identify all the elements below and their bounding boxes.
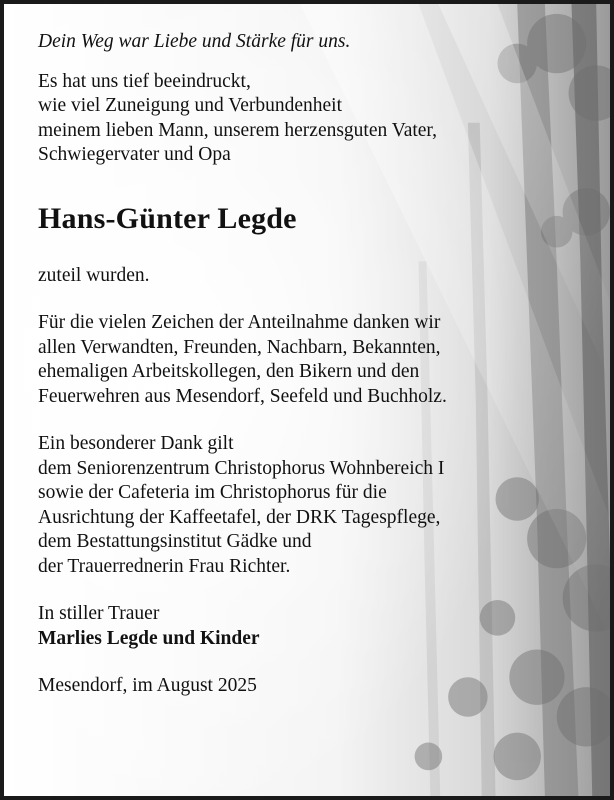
- mourning-label: In stiller Trauer: [38, 603, 160, 624]
- special-line: Ein besonderer Dank gilt: [38, 433, 234, 454]
- special-line: dem Seniorenzentrum Christophorus Wohnbereich I: [38, 457, 445, 479]
- special-thanks-paragraph: [38, 432, 590, 579]
- place-date: Mesendorf, im August 2025: [38, 675, 257, 696]
- intro-line: wie viel Zuneigung und Verbundenheit: [38, 95, 342, 116]
- special-line: Ausrichtung der Kaffeetafel, der DRK Tagespflege,: [38, 506, 441, 528]
- intro-paragraph: [38, 70, 590, 168]
- thanks-line: Feuerwehren aus Mesendorf, Seefeld und Buchholz.: [38, 385, 447, 407]
- special-line: dem Bestattungsinstitut Gädke und: [38, 531, 312, 552]
- deceased-name: Hans-Günter Legde: [38, 201, 297, 235]
- thanks-line: Für die vielen Zeichen der Anteilnahme danken wir: [38, 312, 441, 333]
- special-line: der Trauerrednerin Frau Richter.: [38, 555, 291, 577]
- motto: Dein Weg war Liebe und Stärke für uns.: [38, 31, 351, 52]
- received-line: zuteil wurden.: [38, 264, 150, 286]
- notice-text: [38, 32, 590, 699]
- intro-line: Es hat uns tief beeindruckt,: [38, 70, 251, 92]
- intro-line: Schwiegervater und Opa: [38, 144, 231, 165]
- thanks-paragraph: [38, 311, 590, 409]
- signatories: Marlies Legde und Kinder: [38, 627, 260, 649]
- thanks-line: ehemaligen Arbeitskollegen, den Bikern und den: [38, 361, 420, 382]
- signature-block: [38, 602, 590, 651]
- special-line: sowie der Cafeteria im Christophorus für die: [38, 482, 387, 503]
- intro-line: meinem lieben Mann, unserem herzensguten Vater,: [38, 119, 438, 141]
- thanks-line: allen Verwandten, Freunden, Nachbarn, Bekannten,: [38, 336, 441, 358]
